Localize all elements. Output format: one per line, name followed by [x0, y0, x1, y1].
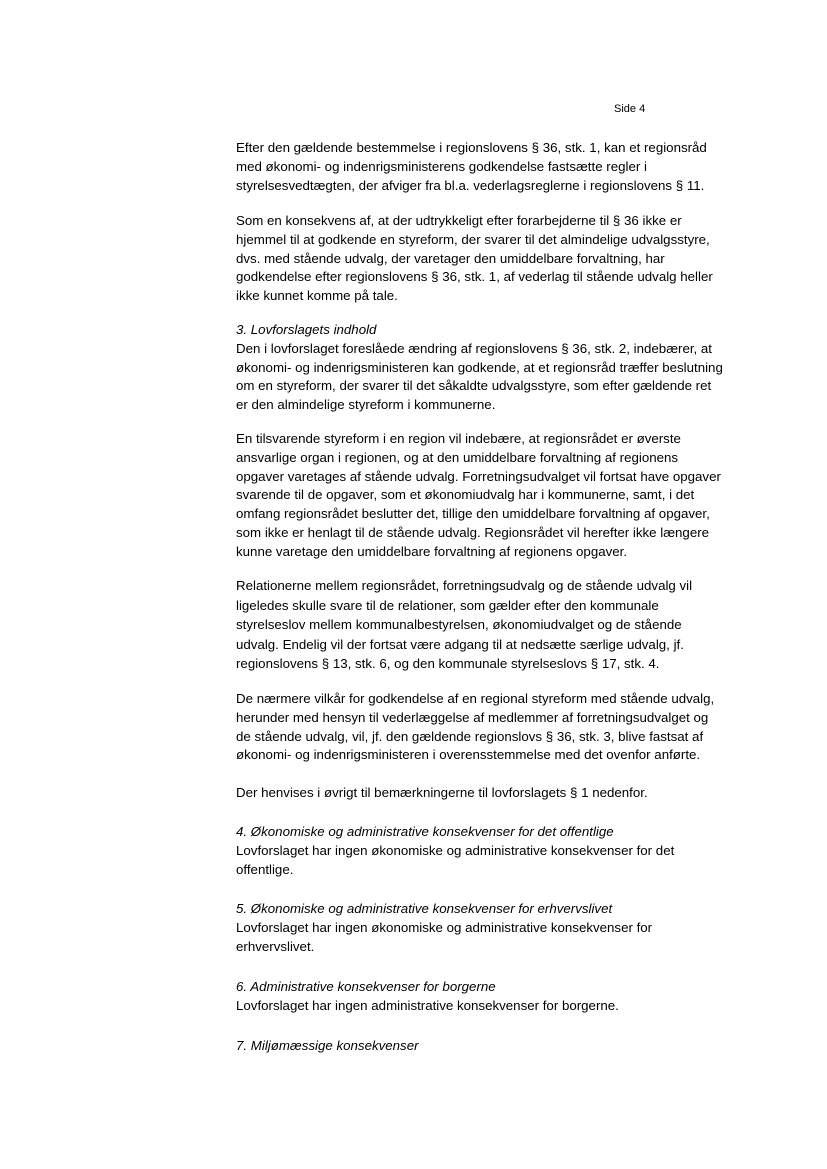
- text-line: med økonomi- og indenrigsministerens godkendelse fastsætte regler i: [236, 158, 647, 174]
- text-line: erhvervslivet.: [236, 938, 315, 954]
- text-line: omfang regionsrådet beslutter det, tillige den umiddelbare forvaltning af opgaver,: [236, 506, 710, 522]
- text-line: økonomi- og indenrigsministeren i overensstemmelse med det ovenfor anførte.: [236, 747, 701, 763]
- text-line: kunne varetage den umiddelbare forvaltning af regionens opgaver.: [236, 543, 628, 559]
- text-line: Efter den gældende bestemmelse i regionslovens § 36, stk. 1, kan et regionsråd: [236, 140, 707, 155]
- section-heading: 6. Administrative konsekvenser for borgerne: [236, 979, 496, 994]
- text-line: opgaver varetages af stående udvalg. Forretningsudvalget vil fortsat have opgaver: [236, 468, 721, 484]
- text-line: herunder med hensyn til vederlæggelse af medlemmer af forretningsudvalget og: [236, 709, 709, 725]
- text-line: Relationerne mellem regionsrådet, forretningsudvalg og de stående udvalg vil: [236, 578, 693, 593]
- text-line: styrelsesvedtægten, der afviger fra bl.a. vederlagsreglerne i regionslovens § 11.: [236, 177, 705, 193]
- section-konsekvenser-offentlige: [236, 823, 756, 879]
- text-line: om en styreform, der svarer til det såkaldte udvalgsstyre, som efter gældende ret: [236, 378, 712, 394]
- text-line: ligeledes skulle svare til de relationer, som gælder efter den kommunale: [236, 597, 659, 613]
- section-heading: 7. Miljømæssige konsekvenser: [236, 1038, 419, 1053]
- section-konsekvenser-erhvervslivet: [236, 900, 756, 956]
- text-line: En tilsvarende styreform i en region vil indebære, at regionsrådet er øverste: [236, 431, 681, 446]
- section-konsekvenser-borgerne: [236, 978, 756, 1016]
- text-line: hjemmel til at godkende en styreform, der svarer til det almindelige udvalgsstyre,: [236, 231, 710, 247]
- text-line: svarende til de opgaver, som et økonomiudvalg har i kommunerne, samt, i det: [236, 487, 695, 503]
- section-heading: 3. Lovforslagets indhold: [236, 322, 377, 337]
- text-line: regionslovens § 13, stk. 6, og den kommunale styrelseslovs § 17, stk. 4.: [236, 656, 660, 672]
- text-line: godkendelse efter regionslovens § 36, stk. 1, af vederlag til stående udvalg heller: [236, 269, 713, 285]
- section-miljoemaessige-konsekvenser: [236, 1037, 756, 1056]
- text-line: dvs. med stående udvalg, der varetager den umiddelbare forvaltning, har: [236, 250, 665, 266]
- paragraph-relationerne: [236, 576, 756, 674]
- text-line: Lovforslaget har ingen økonomiske og administrative konsekvenser for det: [236, 842, 675, 858]
- text-line: er den almindelige styreform i kommunerne.: [236, 397, 496, 413]
- text-line: ikke kunnet komme på tale.: [236, 288, 398, 304]
- section-heading: 4. Økonomiske og administrative konsekvenser for det offentlige: [236, 824, 614, 839]
- page-number: Side 4: [614, 103, 646, 115]
- text-line: som ikke er henlagt til de stående udvalg. Regionsrådet vil herefter ikke længere: [236, 524, 710, 540]
- paragraph-tilsvarende-styreform: [236, 430, 756, 562]
- text-line: offentlige.: [236, 861, 294, 877]
- text-line: Lovforslaget har ingen administrative konsekvenser for borgerne.: [236, 997, 619, 1013]
- text-line: styrelseslov mellem kommunalbestyrelsen, økonomiudvalget og de stående: [236, 617, 682, 633]
- text-line: de stående udvalg, vil, jf. den gældende regionslovs § 36, stk. 3, blive fastsat af: [236, 728, 704, 744]
- text-line: Lovforslaget har ingen økonomiske og administrative konsekvenser for: [236, 919, 653, 935]
- section-lovforslagets-indhold: [236, 321, 756, 415]
- text-line: økonomi- og indenrigsministeren kan godkende, at et regionsråd træffer beslutning: [236, 359, 723, 375]
- paragraph-gaeldende-bestemmelse: [236, 139, 756, 195]
- paragraph-konsekvens: [236, 212, 756, 306]
- text-line: Som en konsekvens af, at der udtrykkeligt efter forarbejderne til § 36 ikke er: [236, 213, 682, 228]
- paragraph-der-henvises: [236, 784, 756, 803]
- paragraph-naermere-vilkaar: [236, 690, 756, 765]
- text-line: udvalg. Endelig vil der fortsat være adgang til at nedsætte særlige udvalg, jf.: [236, 636, 684, 652]
- text-line: ansvarlige organ i regionen, og at den umiddelbare forvaltning af regionens: [236, 449, 679, 465]
- text-line: Der henvises i øvrigt til bemærkningerne til lovforslagets § 1 nedenfor.: [236, 785, 648, 800]
- text-line: De nærmere vilkår for godkendelse af en regional styreform med stående udvalg,: [236, 691, 715, 706]
- text-line: Den i lovforslaget foreslåede ændring af regionslovens § 36, stk. 2, indebærer, at: [236, 340, 713, 356]
- section-heading: 5. Økonomiske og administrative konsekvenser for erhvervslivet: [236, 901, 613, 916]
